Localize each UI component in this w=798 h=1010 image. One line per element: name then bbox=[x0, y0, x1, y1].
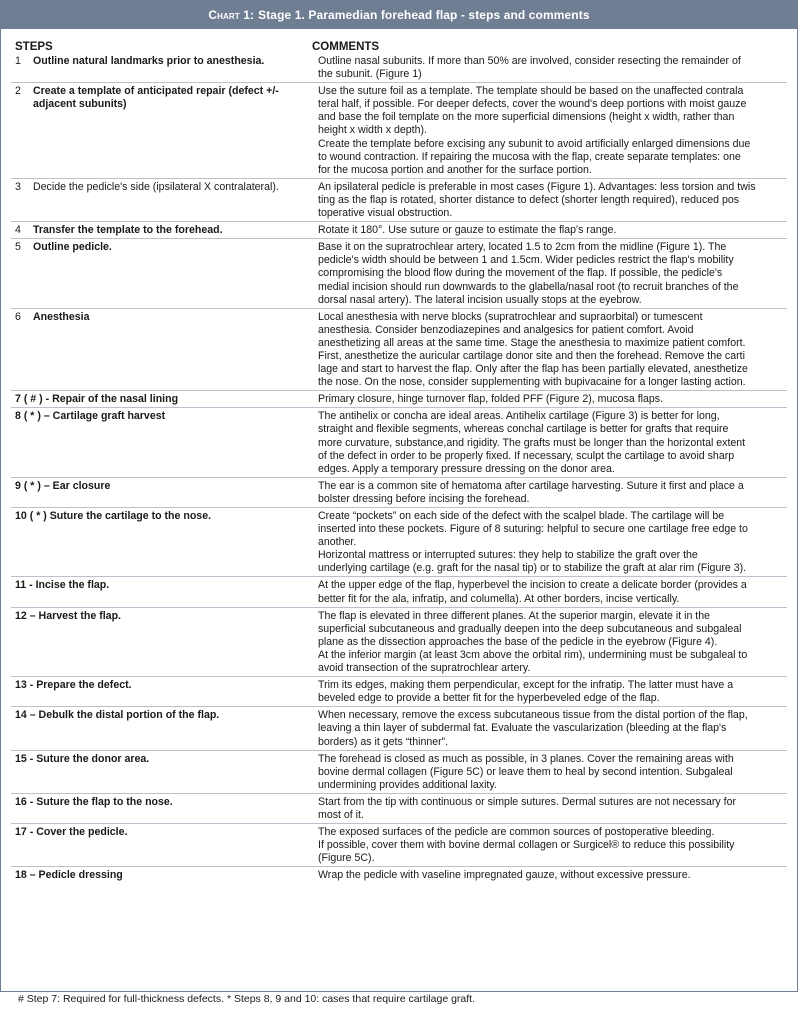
table-row bbox=[11, 408, 787, 477]
step-label: 14 – Debulk the distal portion of the flap. bbox=[11, 707, 310, 750]
comment-line: to wound contraction. If repairing the mucosa with the flap, create separate templates: one bbox=[318, 150, 741, 163]
step-comment bbox=[310, 824, 787, 867]
step-label: Anesthesia bbox=[33, 308, 310, 391]
step-label: Decide the pedicle's side (ipsilateral X contralateral). bbox=[33, 178, 310, 221]
comment-line: Outline nasal subunits. If more than 50% are involved, consider resecting the remainder of bbox=[318, 55, 741, 67]
comment-line: If possible, cover them with bovine dermal collagen or Surgicel® to reduce this possibility bbox=[318, 839, 735, 852]
step-comment bbox=[310, 677, 787, 707]
step-label: Create a template of anticipated repair (defect +/- adjacent subunits) bbox=[33, 83, 310, 179]
comment-line: anesthesia. Consider benzodiazepines and analgesics for patient comfort. Avoid bbox=[318, 323, 694, 336]
comment-line: better fit for the ala, infratip, and columella). At other borders, incise vertically. bbox=[318, 592, 680, 605]
step-label: Outline natural landmarks prior to anesthesia. bbox=[33, 55, 265, 67]
comment-line: another. bbox=[318, 536, 357, 549]
step-number: 6 bbox=[11, 308, 33, 391]
comment-line: underlying cartilage (e.g. graft for the nasal tip) or to stabilize the graft at alar rim (Figure 3). bbox=[318, 562, 747, 575]
step-number: 2 bbox=[11, 83, 33, 179]
comment-line: Create “pockets” on each side of the defect with the scalpel blade. The cartilage will be bbox=[318, 510, 725, 522]
step-label: 17 - Cover the pedicle. bbox=[11, 824, 310, 867]
comment-line: Horizontal mattress or interrupted sutures: they help to stabilize the graft over the bbox=[318, 549, 698, 562]
table-row bbox=[11, 677, 787, 707]
step-comment bbox=[310, 308, 787, 391]
comment-line: of the defect in order to be properly fixed. If necessary, sculpt the cartilage to avoid sharp bbox=[318, 449, 735, 462]
comment-line: anesthetizing all areas at the same time. Stage the anesthesia to maximize patient comfort. bbox=[318, 336, 746, 349]
steps-header: STEPS bbox=[15, 41, 53, 53]
step-label: 9 ( * ) – Ear closure bbox=[11, 477, 310, 507]
comment-line: (Figure 5C). bbox=[318, 852, 375, 865]
footnote: # Step 7: Required for full-thickness defects. * Steps 8, 9 and 10: cases that require cartilage graft. bbox=[18, 993, 476, 1005]
comment-line: Primary closure, hinge turnover flap, folded PFF (Figure 2), mucosa flaps. bbox=[318, 393, 664, 406]
table-row bbox=[11, 222, 787, 239]
comments-header: COMMENTS bbox=[312, 41, 380, 53]
comment-line: the subunit. (Figure 1) bbox=[318, 68, 422, 81]
step-number: 4 bbox=[11, 222, 33, 239]
table-row bbox=[11, 793, 787, 823]
step-label: 11 - Incise the flap. bbox=[11, 577, 310, 607]
chart-header bbox=[1, 1, 797, 29]
table-row bbox=[11, 391, 787, 408]
comment-line: First, anesthetize the auricular cartilage donor site and then the forehead. Remove the carti bbox=[318, 349, 745, 362]
comment-line: superficial subcutaneous and gradually deepen into the deep subcutaneous and subgaleal bbox=[318, 622, 742, 635]
comment-line: Base it on the supratrochlear artery, located 1.5 to 2cm from the midline (Figure 1). The bbox=[318, 241, 727, 254]
comment-line: more curvature, substance,and rigidity. The grafts must be longer than the horizontal extent bbox=[318, 436, 746, 449]
column-headers bbox=[1, 29, 797, 53]
comment-line: beveled edge to provide a better fit for the hyperbeveled edge of the flap. bbox=[318, 692, 660, 705]
table-row bbox=[11, 508, 787, 577]
table-row bbox=[11, 53, 787, 83]
chart-title: Stage 1. Paramedian forehead flap - steps and comments bbox=[258, 8, 590, 22]
step-comment bbox=[310, 477, 787, 507]
step-comment bbox=[310, 867, 787, 884]
comment-line: At the inferior margin (at least 3cm above the orbital rim), undermining must be subgaleal to bbox=[318, 648, 748, 661]
step-label: 8 ( * ) – Cartilage graft harvest bbox=[11, 408, 310, 477]
step-number: 5 bbox=[11, 239, 33, 308]
comment-line: The flap is elevated in three different planes. At the superior margin, elevate it in the bbox=[318, 609, 711, 622]
comment-line: borders) as it gets “thinner”. bbox=[318, 735, 449, 748]
comment-line: the nose. On the nose, consider supplementing with bupivacaine for a longer lasting action. bbox=[318, 376, 746, 389]
comment-line: undermining provides additional laxity. bbox=[318, 778, 497, 791]
comment-line: At the upper edge of the flap, hyperbevel the incision to create a delicate border (provides a bbox=[318, 579, 747, 592]
comment-line: edges. Apply a temporary pressure dressing on the donor area. bbox=[318, 462, 615, 475]
table-row bbox=[11, 239, 787, 308]
comment-line: Create the template before excising any subunit to avoid artificially enlarged dimensions due bbox=[318, 137, 751, 150]
comment-line: Trim its edges, making them perpendicular, except for the infratip. The latter must have a bbox=[318, 679, 734, 692]
comment-line: toperative visual obstruction. bbox=[318, 207, 453, 220]
comment-line: inserted into these pockets. Figure of 8 suturing: helpful to secure one cartilage free edge to bbox=[318, 523, 748, 536]
comment-line: bovine dermal collagen (Figure 5C) or leave them to heal by second intention. Subgaleal bbox=[318, 765, 733, 778]
step-number: 1 bbox=[15, 55, 21, 67]
table-row bbox=[11, 83, 787, 179]
chart-number: Chart 1: bbox=[208, 8, 255, 22]
table-row bbox=[11, 577, 787, 607]
table-row bbox=[11, 867, 787, 884]
comment-line: height x width x depth). bbox=[318, 124, 427, 137]
comment-line: The exposed surfaces of the pedicle are common sources of postoperative bleeding. bbox=[318, 826, 715, 839]
step-comment bbox=[310, 607, 787, 676]
table-row bbox=[11, 824, 787, 867]
step-label: 12 – Harvest the flap. bbox=[11, 607, 310, 676]
comment-line: for the mucosa portion and another for the surface portion. bbox=[318, 163, 592, 176]
step-comment bbox=[310, 408, 787, 477]
step-comment bbox=[310, 508, 787, 577]
comment-line: An ipsilateral pedicle is preferable in most cases (Figure 1). Advantages: less torsion and twis bbox=[318, 180, 756, 193]
step-comment bbox=[310, 239, 787, 308]
step-comment bbox=[310, 53, 787, 83]
comment-line: bolster dressing before incising the forehead. bbox=[318, 492, 530, 505]
table-row bbox=[11, 607, 787, 676]
comment-line: Wrap the pedicle with vaseline impregnated gauze, without excessive pressure. bbox=[318, 869, 691, 882]
comment-line: avoid transection of the supratrochlear artery. bbox=[318, 662, 531, 675]
step-label: Outline pedicle. bbox=[33, 239, 310, 308]
comment-line: dorsal nasal artery). The lateral incision usually stops at the eyebrow. bbox=[318, 293, 642, 306]
step-comment bbox=[310, 222, 787, 239]
step-label: 13 - Prepare the defect. bbox=[11, 677, 310, 707]
step-label: 10 ( * ) Suture the cartilage to the nose. bbox=[11, 508, 310, 577]
comment-line: leaving a thin layer of subdermal fat. Evaluate the vascularization (bleeding at the flap's bbox=[318, 722, 727, 735]
table-row bbox=[11, 750, 787, 793]
step-comment bbox=[310, 793, 787, 823]
comment-line: When necessary, remove the excess subcutaneous tissue from the distal portion of the flap, bbox=[318, 709, 748, 722]
comment-line: The forehead is closed as much as possible, in 3 planes. Cover the remaining areas with bbox=[318, 752, 734, 765]
comment-line: medial incision should run downwards to the glabella/nasal root (to recruit branches of the bbox=[318, 280, 739, 293]
comment-line: lage and start to harvest the flap. Only after the flap has been partially elevated, anesthetize bbox=[318, 363, 748, 376]
comment-line: Use the suture foil as a template. The template should be based on the unaffected contrala bbox=[318, 85, 744, 98]
comment-line: pedicle's width should be between 1 and 1.5cm. Wider pedicles restrict the flap's mobility bbox=[318, 254, 734, 267]
step-label: 15 - Suture the donor area. bbox=[11, 750, 310, 793]
comment-line: plane as the dissection approaches the base of the pedicle in the eyebrow (Figure 4). bbox=[318, 635, 718, 648]
comment-line: Start from the tip with continuous or simple sutures. Dermal sutures are not necessary for bbox=[318, 795, 737, 808]
step-number: 3 bbox=[11, 178, 33, 221]
step-label: Transfer the template to the forehead. bbox=[33, 222, 310, 239]
steps-table bbox=[11, 53, 787, 883]
step-comment bbox=[310, 178, 787, 221]
step-label: 7 ( # ) - Repair of the nasal lining bbox=[11, 391, 310, 408]
comment-line: The ear is a common site of hematoma after cartilage harvesting. Suture it first and place a bbox=[318, 479, 744, 492]
step-comment bbox=[310, 577, 787, 607]
table-row bbox=[11, 308, 787, 391]
comment-line: and base the foil template on the more superficial dimensions (height x width, rather than bbox=[318, 111, 735, 124]
comment-line: most of it. bbox=[318, 808, 364, 821]
step-comment bbox=[310, 391, 787, 408]
table-row bbox=[11, 477, 787, 507]
comment-line: Local anesthesia with nerve blocks (supratrochlear and supraorbital) or tumescent bbox=[318, 310, 703, 323]
comment-line: teral half, if possible. For deeper defects, cover the wound's deep portions with moist gauze bbox=[318, 98, 747, 111]
comment-line: The antihelix or concha are ideal areas. Antihelix cartilage (Figure 3) is better for long, bbox=[318, 410, 720, 423]
comment-line: compromising the blood flow during the movement of the flap. If possible, the pedicle's bbox=[318, 267, 723, 280]
step-label: 18 – Pedicle dressing bbox=[11, 867, 310, 884]
comment-line: Rotate it 180°. Use suture or gauze to estimate the flap's range. bbox=[318, 224, 617, 237]
step-label: 16 - Suture the flap to the nose. bbox=[11, 793, 310, 823]
step-comment bbox=[310, 707, 787, 750]
step-comment bbox=[310, 750, 787, 793]
table-row bbox=[11, 178, 787, 221]
table-row bbox=[11, 707, 787, 750]
step-comment bbox=[310, 83, 787, 179]
comment-line: straight and flexible segments, whereas conchal cartilage is better for grafts that require bbox=[318, 423, 729, 436]
comment-line: ting as the flap is rotated, shorter distance to defect (shorter length required), reduced pos bbox=[318, 193, 740, 206]
